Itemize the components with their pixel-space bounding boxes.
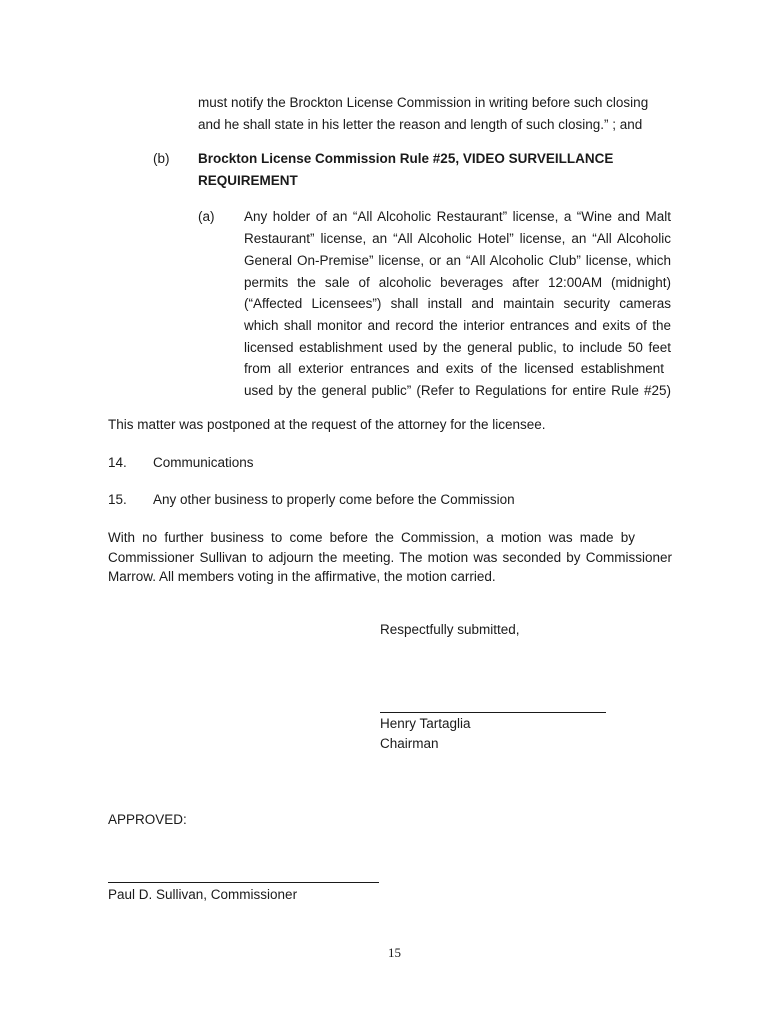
rule-25-text-line-9: used by the general public” (Refer to Regulations for entire Rule #25) [244,383,671,398]
closing-paragraph-line-3: Marrow. All members voting in the affirmative, the motion carried. [108,569,496,584]
page-number: 15 [388,945,401,960]
rule-25-text-line-7: licensed establishment used by the general public, to include 50 feet [244,340,671,355]
closing-paragraph-line-1: With no further business to come before the Commission, a motion was made by [108,530,635,545]
rule-25-text-line-2: Restaurant” license, an “All Alcoholic Hotel” license, an “All Alcoholic [244,231,671,246]
postponed-note: This matter was postponed at the request of the attorney for the licensee. [108,417,546,432]
agenda-item-number: 15. [108,492,127,507]
rule-25-text-line-8: from all exterior entrances and exits of the licensed establishment [244,361,664,376]
agenda-item-text: Communications [153,455,254,470]
sub-item-a-marker: (a) [198,209,215,224]
item-b-heading-line-1: Brockton License Commission Rule #25, VIDEO SURVEILLANCE [198,151,614,166]
item-b-marker: (b) [153,151,170,166]
commissioner-signer: Paul D. Sullivan, Commissioner [108,887,298,902]
rule-25-text-line-5: (“Affected Licensees”) shall install and maintain security cameras [244,296,671,311]
agenda-item-number: 14. [108,455,127,470]
approved-label: APPROVED: [108,812,187,827]
commissioner-signature-line [108,882,379,883]
chairman-title: Chairman [380,736,439,751]
rule-25-text-line-1: Any holder of an “All Alcoholic Restaurant” license, a “Wine and Malt [244,209,671,224]
item-b-heading-line-2: REQUIREMENT [198,173,298,188]
continuation-line-2: and he shall state in his letter the reason and length of such closing.” ; and [198,117,643,132]
agenda-item-text: Any other business to properly come before the Commission [153,492,515,507]
respectfully-submitted: Respectfully submitted, [380,622,520,637]
closing-paragraph-line-2: Commissioner Sullivan to adjourn the meeting. The motion was seconded by Commissioner [108,550,672,565]
continuation-line-1: must notify the Brockton License Commission in writing before such closing [198,95,649,110]
rule-25-text-line-4: permits the sale of alcoholic beverages after 12:00AM (midnight) [244,275,671,290]
rule-25-text-line-3: General On-Premise” license, or an “All Alcoholic Club” license, which [244,253,671,268]
chairman-name: Henry Tartaglia [380,716,471,731]
rule-25-text-line-6: which shall monitor and record the interior entrances and exits of the [244,318,671,333]
